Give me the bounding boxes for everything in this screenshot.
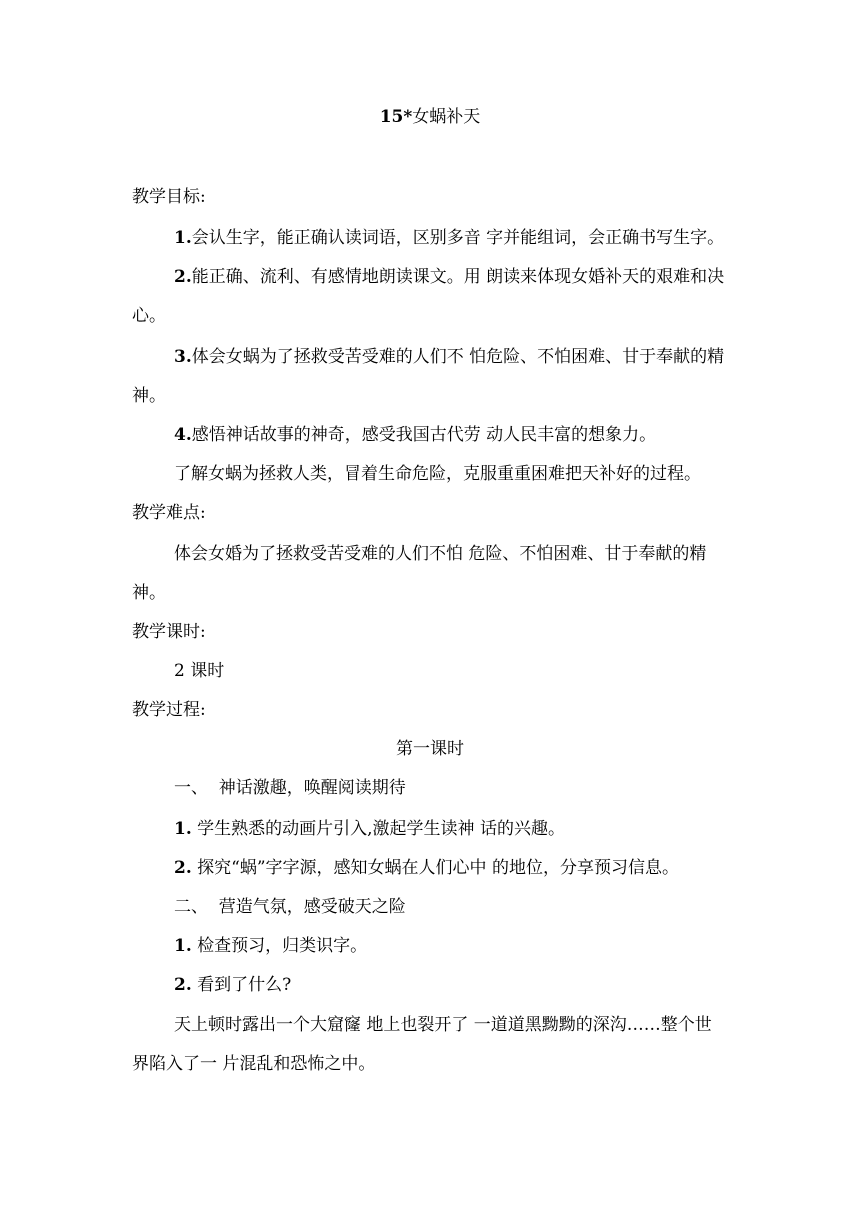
goal-continuation: 心。 xyxy=(132,306,166,326)
item-number: 2. xyxy=(174,975,192,995)
quote-continuation: 界陷入了一 片混乱和恐怖之中。 xyxy=(132,1054,376,1074)
goals-heading: 教学目标: xyxy=(132,187,206,207)
item-number: 1. xyxy=(174,819,192,839)
goal-item xyxy=(174,422,784,448)
goal-number: 1. xyxy=(174,228,192,248)
section-heading: 一、 神话激趣，唤醒阅读期待 xyxy=(174,778,406,798)
section-heading: 二、 营造气氛，感受破天之险 xyxy=(174,897,406,917)
document-title xyxy=(0,104,860,130)
goal-item xyxy=(174,344,784,370)
hours-heading: 教学课时: xyxy=(132,622,206,642)
title-number: 15* xyxy=(379,107,413,127)
difficulty-heading: 教学难点: xyxy=(132,503,206,523)
goal-item xyxy=(174,264,784,290)
item-text: 检查预习，归类识字。 xyxy=(197,936,368,956)
item-text: 看到了什么? xyxy=(197,975,292,995)
goal-number: 2. xyxy=(174,267,192,287)
goal-text: 体会女蜗为了拯救受苦受难的人们不 怕危险、不怕困难、甘于奉献的精 xyxy=(191,347,725,367)
section-item xyxy=(174,972,784,998)
title-text: 女蜗补天 xyxy=(412,107,481,127)
item-text: 学生熟悉的动画片引入,激起学生读神 话的兴趣。 xyxy=(197,819,565,839)
goal-number: 4. xyxy=(174,425,192,445)
section-item xyxy=(174,933,784,959)
item-number: 2. xyxy=(174,858,192,878)
hours-value: 2 课时 xyxy=(174,661,225,681)
item-text: 探究“蜗”字字源，感知女蜗在人们心中 的地位，分享预习信息。 xyxy=(197,858,679,878)
goal-text: 感悟神话故事的神奇，感受我国古代劳 动人民丰富的想象力。 xyxy=(191,425,657,445)
key-point-text: 了解女蜗为拯救人类，冒着生命危险，克服重重困难把天补好的过程。 xyxy=(174,464,701,484)
difficulty-text: 体会女婚为了拯救受苦受难的人们不怕 危险、不怕困难、甘于奉献的精 xyxy=(174,544,707,564)
lesson-title: 第一课时 xyxy=(396,739,464,759)
section-item xyxy=(174,816,784,842)
goal-item xyxy=(174,225,784,251)
item-number: 1. xyxy=(174,936,192,956)
process-heading: 教学过程: xyxy=(132,700,206,720)
goal-text: 能正确、流利、有感情地朗读课文。用 朗读来体现女婚补天的艰难和决 xyxy=(191,267,725,287)
quote-text: 天上顿时露出一个大窟窿 地上也裂开了 一道道黑黝黝的深沟……整个世 xyxy=(174,1015,712,1035)
section-item xyxy=(174,855,784,881)
goal-text: 会认生字，能正确认读词语，区别多音 字并能组词，会正确书写生字。 xyxy=(191,228,725,248)
difficulty-continuation: 神。 xyxy=(132,583,166,603)
goal-continuation: 神。 xyxy=(132,386,166,406)
goal-number: 3. xyxy=(174,347,192,367)
